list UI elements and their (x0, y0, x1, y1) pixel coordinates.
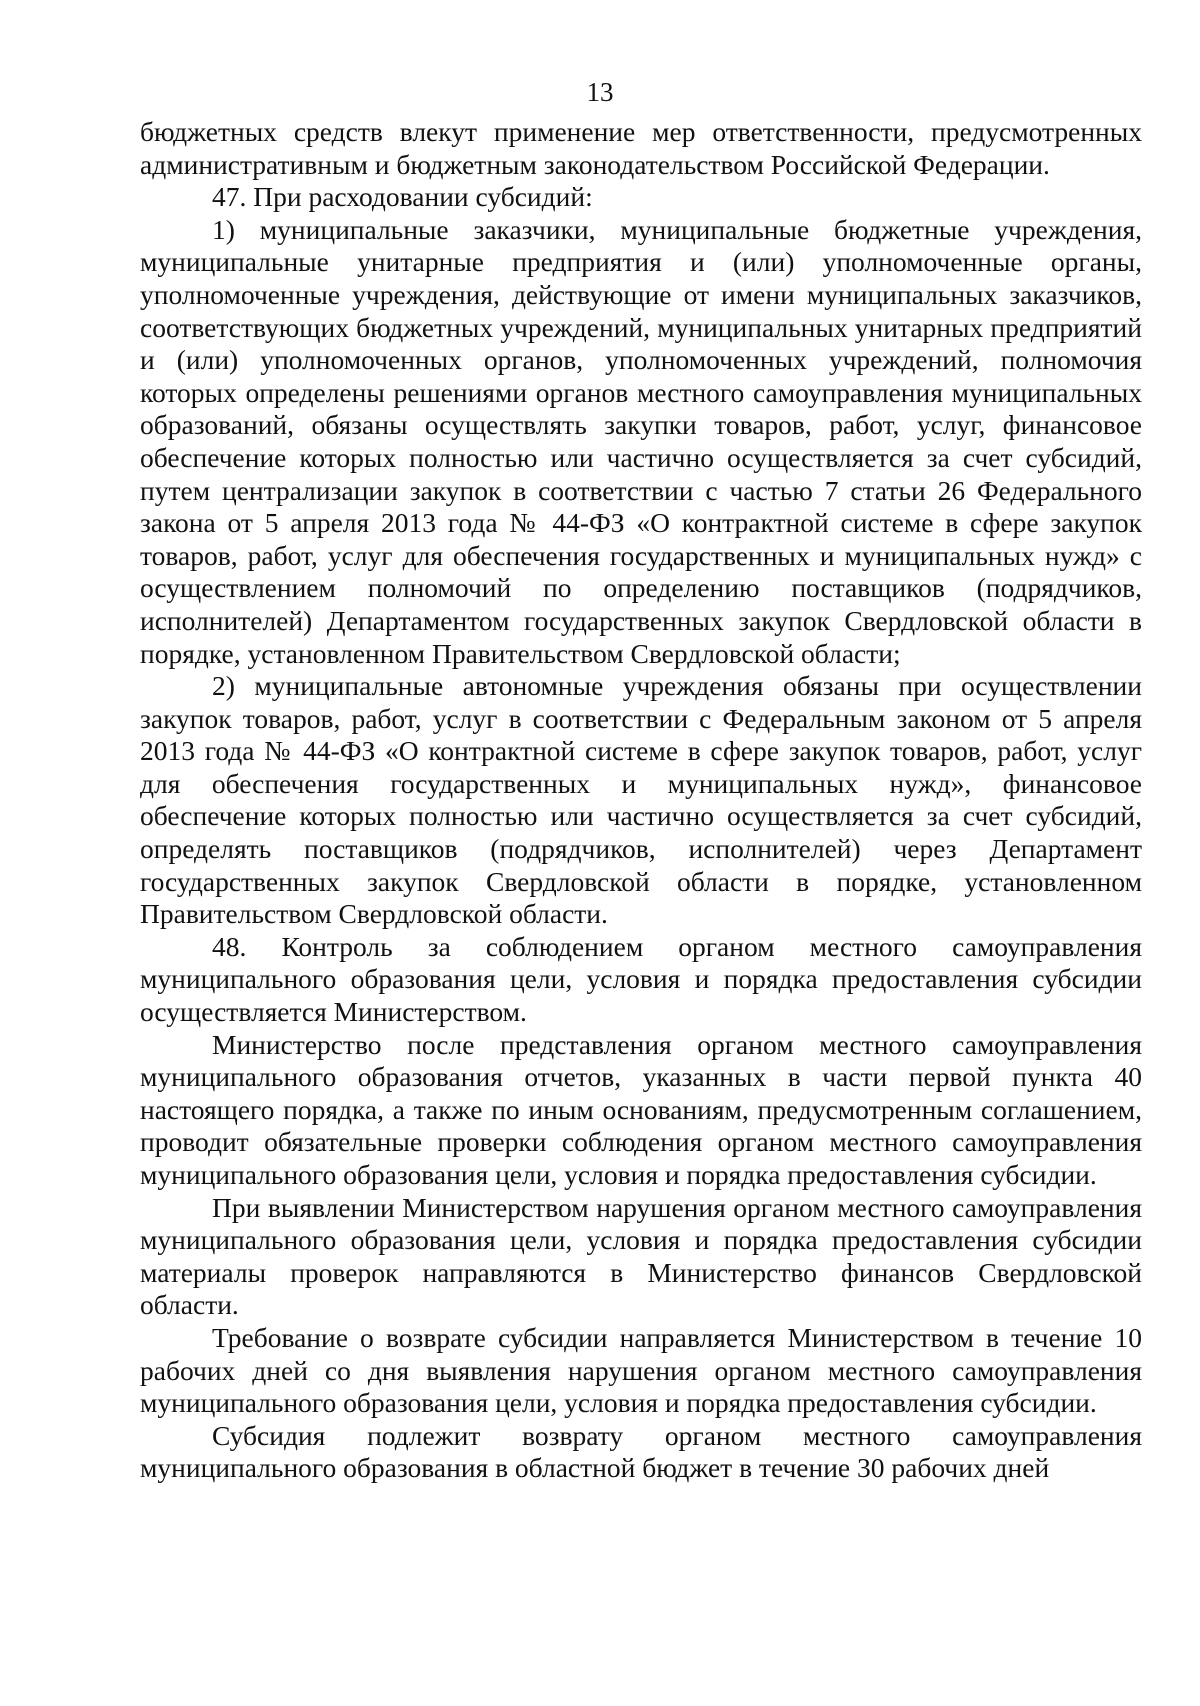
paragraph-item-47: 47. При расходовании субсидий: (212, 181, 593, 213)
paragraph-subitem-2: 2) муниципальные автономные учреждения обязаны при осуществлении закупок товаров, работ, услуг в соответствии с Федеральным законом от 5 апреля 2013 года № 44-ФЗ «О контрактной системе в сфере закупок товаров, работ, услуг для обеспечения государственных и муниципальных нужд», финансовое обеспечение которых полностью или частично осуществляется за счет субсидий, определять поставщиков (подрядчиков, исполнителей) через Департамент государственных закупок Свердловской области в порядке, установленном Правительством Свердловской области. (140, 670, 1142, 930)
paragraph-item-48: 48. Контроль за соблюдением органом местного самоуправления муниципального образования цели, условия и порядка предоставления субсидии осуществляется Министерством. (140, 930, 1142, 1028)
paragraph-subsidy-return: Субсидия подлежит возврату органом местного самоуправления муниципального образования в областной бюджет в течение 30 рабочих дней (140, 1419, 1142, 1484)
paragraph-subitem-1: 1) муниципальные заказчики, муниципальные бюджетные учреждения, муниципальные унитарные предприятия и (или) уполномоченные органы, уполномоченные учреждения, действующие от имени муниципальных заказчиков, соответствующих бюджетных учреждений, муниципальных унитарных предприятий и (или) уполномоченных органов, уполномоченных учреждений, полномочия которых определены решениями органов местного самоуправления муниципальных образований, обязаны осуществлять закупки товаров, работ, услуг, финансовое обеспечение которых полностью или частично осуществляется за счет субсидий, путем централизации закупок в соответствии с частью 7 статьи 26 Федерального закона от 5 апреля 2013 года № 44-ФЗ «О контрактной системе в сфере закупок товаров, работ, услуг для обеспечения государственных и муниципальных нужд» с осуществлением полномочий по определению поставщиков (подрядчиков, исполнителей) Департаментом государственных закупок Свердловской области в порядке, установленном Правительством Свердловской области; (140, 213, 1142, 669)
paragraph-refund-demand: Требование о возврате субсидии направляется Министерством в течение 10 рабочих дней со дня выявления нарушения органом местного самоуправления муниципального образования цели, условия и порядка предоставления субсидии. (140, 1321, 1142, 1419)
paragraph-violation-detection: При выявлении Министерством нарушения органом местного самоуправления муниципального образования цели, условия и порядка предоставления субсидии материалы проверок направляются в Министерство финансов Свердловской области. (140, 1191, 1142, 1321)
paragraph-ministry-inspections: Министерство после представления органом местного самоуправления муниципального образования отчетов, указанных в части первой пункта 40 настоящего порядка, а также по иным основаниям, предусмотренным соглашением, проводит обязательные проверки соблюдения органом местного самоуправления муниципального образования цели, условия и порядка предоставления субсидии. (140, 1028, 1142, 1190)
page-number: 13 (586, 77, 614, 107)
document-body (140, 116, 1142, 1485)
paragraph-continuation: бюджетных средств влекут применение мер ответственности, предусмотренных административным и бюджетным законодательством Российской Федерации. (140, 116, 1142, 180)
